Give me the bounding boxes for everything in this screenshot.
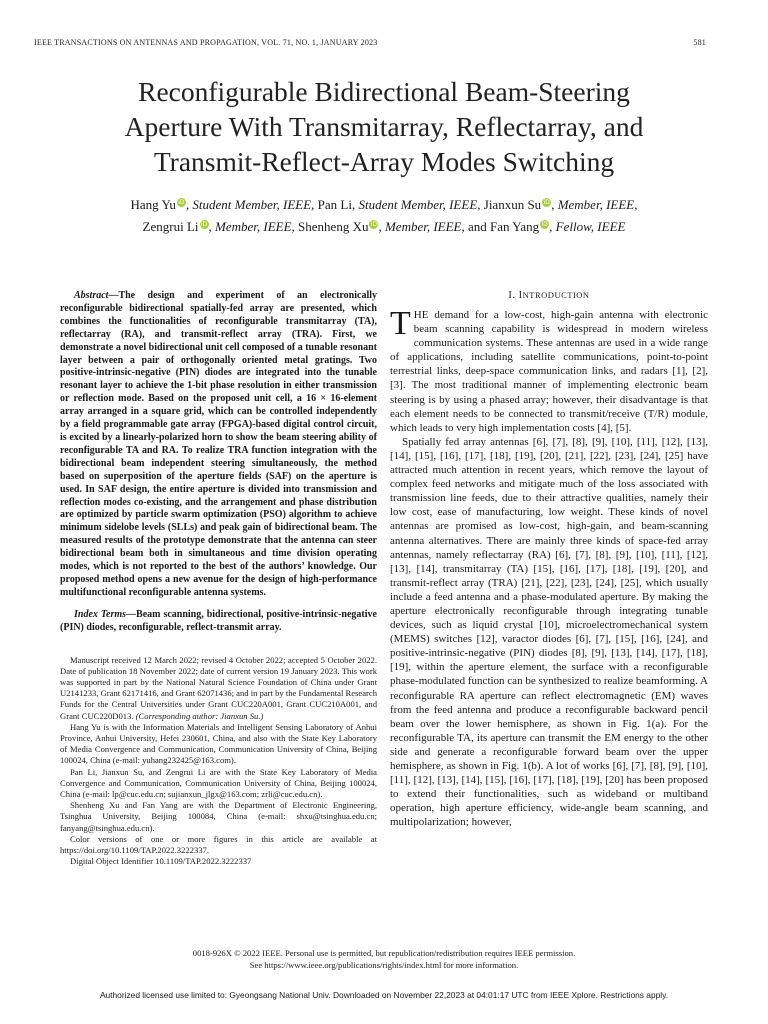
title-line-1: Reconfigurable Bidirectional Beam-Steering	[138, 76, 630, 107]
abstract-dash: —	[108, 290, 119, 301]
page-number: 581	[693, 38, 706, 47]
copyright-line-2: See https://www.ieee.org/publications/rights/index.html for more information.	[249, 959, 519, 970]
intro-paragraph-1	[390, 305, 708, 435]
footnote-manuscript-text: Manuscript received 12 March 2022; revised 4 October 2022; accepted 5 October 2022. Date of publication 18 November 2022; date of current version 19 January 2023. This work was supported in part by the National Natural Science Foundation of China under Grant U2141233, Grant 62171416, and Grant 62071436; and in part by the Fundamental Research Funds for the Central Universities under Grant CUC220A001, Grant CUC210A001, and Grant CUC220D013.	[60, 654, 377, 721]
orcid-icon[interactable]: iD	[541, 221, 548, 228]
copyright-line-1: 0018-926X © 2022 IEEE. Personal use is permitted, but republication/redistribution requires IEEE permission.	[192, 948, 576, 958]
left-column	[60, 290, 377, 867]
author-line-1: Hang Yu iD, Student Member, IEEE, Pan Li, Student Member, IEEE, Jianxun Su iD, Member, IEEE,	[130, 197, 638, 212]
abstract-text: The design and experiment of an electronically reconfigurable bidirectional spatially-fed array are presented, which combines the functionalities of reconfigurable transmitarray (TA), reflectarray (RA), and transmit-reflect array (TRA). First, we demonstrate a novel bidirectional unit cell composed of a tunable resonant layer between a pair of orthogonally oriented metal gratings. Two positive-intrinsic-negative (PIN) diodes are integrated into the tunable resonant layer to achieve the 1-bit phase resolution in either transmission or reflection mode. Based on the proposed unit cell, a 16 × 16-element array arranged in a square grid, which can be controlled independently by a field programmable gate array (FPGA)-based digital control circuit, is excited by a linearly-polarized horn to show the beam steering ability of reconfigurable TA and RA. To realize TRA function integration with the bidirectional beam independent steering simultaneously, the method based on superposition of the aperture fields (SAF) on the aperture is used. In SAF design, the entire aperture is divided into transmission and reflection modes co-existing, and the arrangement and phase distribution are optimized by particle swarm optimization (PSO) algorithm to achieve minimum sidelobe levels (SLLs) and peak gain of bidirectional beam. The measured results of the prototype demonstrate that the antenna can steer bidirectional beam both in simultaneous and time division operating modes, which is not reported to the best of the authors’ knowledge. Our proposed method opens a new avenue for the design of high-performance multifunctional reconfigurable antenna systems.	[60, 290, 377, 598]
orcid-icon[interactable]: iD	[543, 199, 550, 206]
author-name: Shenheng Xu	[298, 219, 369, 234]
author-line-2: Zengrui Li iD, Member, IEEE, Shenheng Xu iD, Member, IEEE, and Fan Yang iD, Fellow, IEEE	[142, 219, 626, 234]
index-terms-text: Beam scanning, bidirectional, positive-intrinsic-negative (PIN) diodes, reconfigurable, reflect-transmit array.	[60, 608, 377, 633]
intro-paragraph-2: Spatially fed array antennas [6], [7], [8], [9], [10], [11], [12], [13], [14], [15], [16], [17], [18], [19], [20], [21], [22], [23], [24], [25] have attracted much attention in recent years, which remove the layout of complex feed networks and mitigate much of the loss associated with transmission line feeds, due to their attractive qualities, namely their low cost, ease of manufacturing, low weight. These kinds of novel antennas are promised as low-cost, high-gain, and beam-scanning antenna alternatives. There are mainly three kinds of space-fed array antennas, namely reflectarray (RA) [6], [7], [8], [9], [10], [11], [12], [13], [14], transmitarray (TA) [15], [16], [17], [18], [19], [20], and transmit-reflect array (TRA) [21], [22], [23], [24], [25], which usually include a feed antenna and a phase-modulated aperture. By making the aperture electronically reconfigurable through integrating tunable devices, such as liquid crystal [10], microelectromechanical system (MEMS) switches [12], varactor diodes [6], [7], [15], [16], [24], and positive-intrinsic-negative (PIN) diodes [8], [9], [13], [14], [17], [18], [19], within the aperture element, the surface with a reconfigurable phase-modulated function can be synthesized to realize beamforming. A reconfigurable RA aperture can reflect electromagnetic (EM) waves from the feed antenna and produce a reconfigurable backward pencil beam over the lower hemisphere, as shown in Fig. 1(a). For the reconfigurable TA, its aperture can transmit the EM energy to the other side and generate a reconfigurable forward beam over the upper hemisphere, as shown in Fig. 1(b). A lot of works [6], [7], [8], [9], [10], [11], [12], [13], [14], [15], [16], [17], [18], [19], [20] has been proposed to extend their functionalities, such as wideband or multiband operation, high aperture efficiency, wide-angle beam scanning, and multipolarization; however,	[390, 435, 708, 829]
author-list	[40, 194, 728, 238]
introduction-body	[390, 305, 708, 829]
author-role: Student Member, IEEE	[358, 197, 478, 212]
author-role: Member, IEEE	[384, 219, 462, 234]
section-heading-introduction	[390, 290, 708, 301]
section-numeral: I.	[508, 290, 516, 301]
orcid-icon[interactable]: iD	[200, 221, 208, 228]
index-terms	[60, 609, 377, 635]
orcid-icon[interactable]: iD	[178, 199, 185, 206]
section-title-initial: I	[518, 290, 523, 301]
footnote-color-versions: Color versions of one or more figures in this article are available at https://doi.org/10.1109/TAP.2022.3222337.	[60, 833, 377, 856]
corresponding-author: (Corresponding author: Jianxun Su.)	[135, 710, 264, 721]
copyright-notice	[0, 948, 768, 971]
right-column	[390, 290, 708, 829]
and-word: and	[468, 219, 487, 234]
section-title-rest: NTRODUCTION	[522, 290, 590, 300]
author-name: Pan Li	[317, 197, 352, 212]
author-name: Jianxun Su	[483, 197, 542, 212]
author-role: Member, IEEE	[557, 197, 635, 212]
footnote-affiliation-1: Hang Yu is with the Information Materials and Intelligent Sensing Laboratory of Anhui Province, Anhui University, Hefei 230601, China, and also with the State Key Laboratory of Media Convergence and Communication, Communication University of China, Beijing 100024, China (e-mail: yuhang232425@163.com).	[60, 721, 377, 766]
footnote-affiliation-2: Pan Li, Jianxun Su, and Zengrui Li are with the State Key Laboratory of Media Convergence and Communication, Communication University of China, Beijing 100024, China (e-mail: lp@cuc.edu.cn; sujianxun_jlgx@163.com; zrli@cuc.edu.cn).	[60, 766, 377, 799]
license-notice: Authorized licensed use limited to: Gyeongsang National Univ. Downloaded on November 22,2023 at 04:01:17 UTC from IEEE Xplore. Restrictions apply.	[99, 990, 669, 1000]
abstract-label: Abstract	[74, 290, 109, 301]
index-terms-dash: —	[126, 608, 137, 620]
author-role: Fellow, IEEE	[555, 219, 626, 234]
journal-citation: IEEE TRANSACTIONS ON ANTENNAS AND PROPAGATION, VOL. 71, NO. 1, JANUARY 2023	[34, 38, 378, 47]
footnote	[60, 655, 377, 868]
author-role: Member, IEEE	[215, 219, 292, 234]
author-name: Zengrui Li	[142, 219, 199, 234]
running-header	[34, 38, 706, 47]
title-line-2: Aperture With Transmitarray, Reflectarray, and	[124, 111, 644, 142]
intro-paragraph-1-text: HE demand for a low-cost, high-gain antenna with electronic beam scanning capability is widespread in modern wireless communication systems. These antennas are used in a wide range of applications, including satellite communications, point-to-point terrestrial links, deep-space communication links, and radars [1], [2], [3]. The most traditional manner of implementing electronic beam steering is by using a phased array; however, their disadvantage is that each element needs to be connected to transmit/receive (T/R) module, which leads to very high implementation costs [4], [5].	[390, 309, 708, 434]
drop-cap: T	[390, 305, 411, 342]
paper-title	[0, 74, 768, 179]
footnote-affiliation-3: Shenheng Xu and Fan Yang are with the Department of Electronic Engineering, Tsinghua University, Beijing 100084, China (e-mail: shxu@tsinghua.edu.cn; fanyang@tsinghua.edu.cn).	[60, 800, 377, 833]
footnote-manuscript	[60, 655, 377, 722]
author-role: Student Member, IEEE	[192, 197, 312, 212]
abstract	[60, 290, 377, 600]
author-name: Hang Yu	[130, 197, 176, 212]
orcid-icon[interactable]: iD	[370, 221, 378, 228]
title-line-3: Transmit-Reflect-Array Modes Switching	[153, 146, 615, 177]
index-terms-label: Index Terms	[74, 608, 127, 620]
footnote-doi: Digital Object Identifier 10.1109/TAP.2022.3222337	[70, 856, 252, 867]
author-name: Fan Yang	[490, 219, 540, 234]
